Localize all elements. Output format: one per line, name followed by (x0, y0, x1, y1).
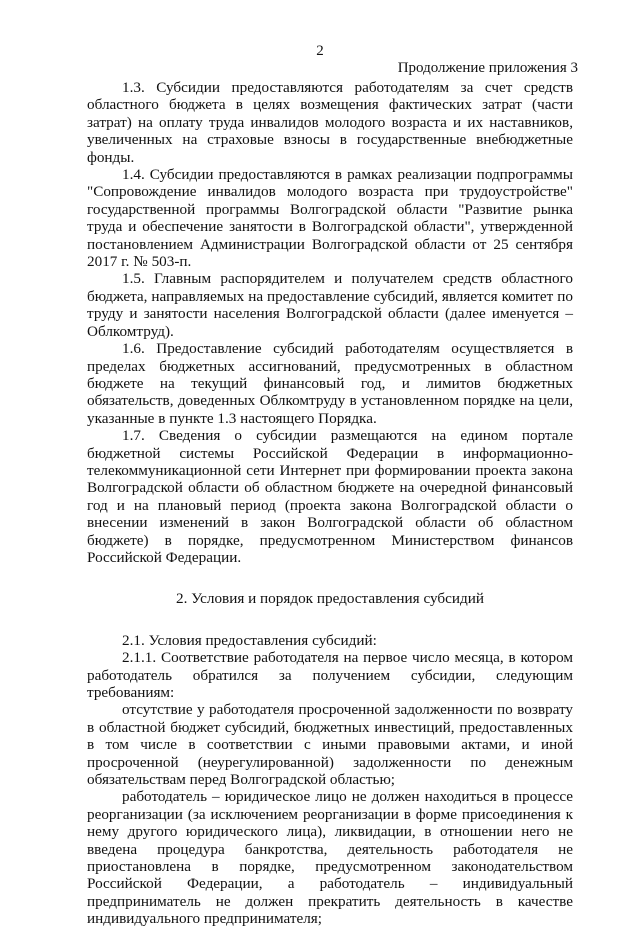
page-number: 2 (316, 43, 324, 59)
paragraph-2-1: 2.1. Условия предоставления субсидий: (122, 631, 377, 649)
continuation-note: Продолжение приложения 3 (397, 60, 578, 76)
paragraph-1-5: 1.5. Главным распорядителем и получателем средств областного бюджета, направляемых на предоставление субсидий, является комитет по труду и занятости населения Волгоградской области (далее именуется – Облкомтруд). (87, 270, 573, 340)
requirement-legal-entity: работодатель – юридическое лицо не должен находиться в процессе реорганизации (за исключением реорганизации в форме присоединения к нему другого юридического лица), ликвидации, в отношении него не введена процедура банкротства, деятельность работодателя не приостановлена в порядке, предусмотренном законодательством Российской Федерации, а работодатель – индивидуальный предприниматель не должен прекратить деятельность в качестве индивидуального предпринимателя; (87, 788, 573, 928)
section-2-heading: 2. Условия и порядок предоставления субсидий (176, 590, 484, 608)
paragraph-1-6: 1.6. Предоставление субсидий работодателям осуществляется в пределах бюджетных ассигнований, предусмотренных в областном бюджете на текущий финансовый год, и лимитов бюджетных обязательств, доведенных Облкомтруду в установленном порядке на цели, указанные в пункте 1.3 настоящего Порядка. (87, 340, 573, 427)
requirement-no-debt: отсутствие у работодателя просроченной задолженности по возврату в областной бюджет субсидий, бюджетных инвестиций, предоставленных в том числе в соответствии с иными правовыми актами, и иной просроченной (неурегулированной) задолженности по денежным обязательствам перед Волгоградской областью; (87, 701, 573, 789)
paragraph-1-4: 1.4. Субсидии предоставляются в рамках реализации подпрограммы "Сопровождение инвалидов молодого возраста при трудоустройстве" государственной программы Волгоградской области "Развитие рынка труда и обеспечение занятости в Волгоградской области", утвержденной постановлением Администрации Волгоградской области от 25 сентября 2017 г. № 503-п. (87, 166, 573, 271)
document-body (87, 79, 573, 928)
paragraph-1-7: 1.7. Сведения о субсидии размещаются на едином портале бюджетной системы Российской Федерации в информационно-телекоммуникационной сети Интернет при формировании проекта закона Волгоградской области об областном бюджете на очередной финансовый год и на плановый период (проекта закона Волгоградской области о внесении изменений в закон Волгоградской области об областном бюджете) в порядке, предусмотренном Министерством финансов Российской Федерации. (87, 427, 573, 566)
paragraph-2-1-1: 2.1.1. Соответствие работодателя на первое число месяца, в котором работодатель обратился за получением субсидии, следующим требованиям: (87, 649, 573, 701)
paragraph-1-3: 1.3. Субсидии предоставляются работодателям за счет средств областного бюджета в целях возмещения фактических затрат (части затрат) на оплату труда инвалидов молодого возраста и их наставников, увеличенных на страховые взносы в государственные внебюджетные фонды. (87, 79, 573, 166)
